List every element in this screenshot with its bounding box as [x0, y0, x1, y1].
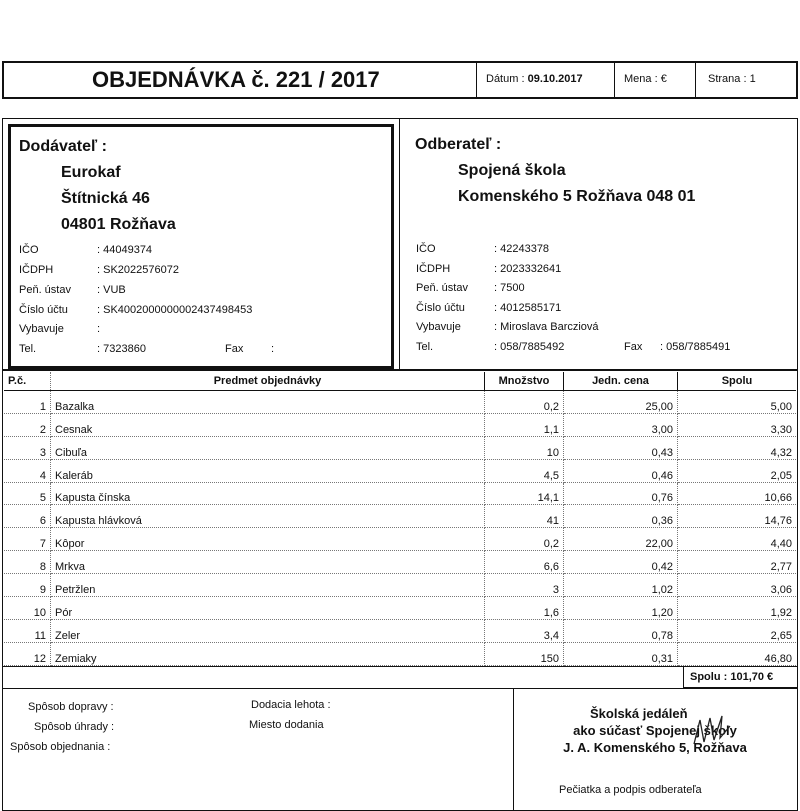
stamp-line-2: ako súčasť Spojenej školy [573, 723, 737, 738]
row-item: Zeler [51, 619, 485, 642]
customer-field-ico [416, 243, 549, 255]
row-index: 3 [4, 436, 51, 459]
supplier-field-bank [19, 284, 126, 296]
row-item: Pór [51, 597, 485, 620]
row-unit-price: 1,02 [564, 574, 678, 597]
table-row [4, 391, 796, 414]
row-item: Cesnak [51, 413, 485, 436]
row-unit-price: 0,46 [564, 459, 678, 482]
supplier-city: 04801 Rožňava [61, 216, 176, 233]
table-header-row [4, 372, 796, 391]
row-qty: 1,1 [485, 413, 564, 436]
field-value: : 7500 [494, 282, 525, 294]
row-item: Kapusta čínska [51, 482, 485, 505]
table-row [4, 413, 796, 436]
customer-field-bank [416, 282, 525, 294]
field-label: Peň. ústav [416, 282, 468, 294]
field-label: IČO [19, 244, 39, 256]
header-divider-2 [614, 62, 615, 98]
table-row [4, 528, 796, 551]
school-stamp [530, 705, 780, 756]
date-label: Dátum : [486, 73, 525, 85]
total-top-rule [2, 666, 798, 667]
row-item: Zemiaky [51, 642, 485, 665]
row-total: 5,00 [678, 391, 797, 414]
row-qty: 14,1 [485, 482, 564, 505]
row-total: 3,30 [678, 413, 797, 436]
row-total: 3,06 [678, 574, 797, 597]
field-value: : SK2022576072 [97, 264, 179, 276]
payment-label: Spôsob úhrady : [34, 721, 115, 733]
row-unit-price: 0,78 [564, 619, 678, 642]
row-qty: 41 [485, 505, 564, 528]
stamp-line-1: Školská jedáleň [590, 706, 688, 721]
field-value: : SK4002000000002437498453 [97, 304, 253, 316]
customer-address: Komenského 5 Rožňava 048 01 [458, 188, 696, 205]
currency-label: Mena : [624, 73, 658, 85]
field-label: IČO [416, 243, 436, 255]
row-unit-price: 3,00 [564, 413, 678, 436]
row-unit-price: 0,31 [564, 642, 678, 665]
customer-field-tel [416, 341, 730, 353]
field-label: Peň. ústav [19, 284, 71, 296]
field-label: Číslo účtu [19, 304, 68, 316]
row-qty: 10 [485, 436, 564, 459]
row-total: 46,80 [678, 642, 797, 665]
table-row [4, 505, 796, 528]
tel-label: Tel. [416, 341, 434, 353]
currency-field [624, 73, 667, 85]
supplier-name: Eurokaf [61, 164, 121, 181]
customer-field-account [416, 302, 561, 314]
row-unit-price: 0,36 [564, 505, 678, 528]
row-qty: 6,6 [485, 551, 564, 574]
tel-label: Tel. [19, 343, 37, 355]
table-row [4, 642, 796, 665]
supplier-field-ico [19, 244, 152, 256]
order-title: OBJEDNÁVKA č. 221 / 2017 [92, 67, 380, 92]
col-header-item: Predmet objednávky [51, 372, 485, 391]
col-header-unit-price: Jedn. cena [564, 372, 678, 391]
tel-value: : 7323860 [97, 343, 146, 355]
table-row [4, 436, 796, 459]
row-index: 2 [4, 413, 51, 436]
row-qty: 1,6 [485, 597, 564, 620]
field-value: : Miroslava Barcziová [494, 321, 599, 333]
table-top-rule [2, 369, 798, 371]
order-total [690, 671, 773, 683]
page-label: Strana : [708, 73, 747, 85]
customer-heading: Odberateľ : [415, 136, 502, 153]
row-item: Kaleráb [51, 459, 485, 482]
stamp-line-3: J. A. Komenského 5, Rožňava [563, 740, 747, 755]
supplier-field-account [19, 304, 252, 316]
transport-label: Spôsob dopravy : [28, 701, 114, 713]
supplier-field-handler [19, 323, 100, 335]
header-divider-1 [476, 62, 477, 98]
row-total: 14,76 [678, 505, 797, 528]
field-label: Vybavuje [19, 323, 64, 335]
row-qty: 4,5 [485, 459, 564, 482]
row-item: Bazalka [51, 391, 485, 414]
row-qty: 3 [485, 574, 564, 597]
row-unit-price: 25,00 [564, 391, 678, 414]
field-value: : [97, 323, 101, 335]
fax-value: : [271, 343, 275, 355]
row-index: 11 [4, 619, 51, 642]
row-item: Cibuľa [51, 436, 485, 459]
row-unit-price: 0,42 [564, 551, 678, 574]
supplier-field-icdph [19, 264, 179, 276]
row-qty: 3,4 [485, 619, 564, 642]
row-unit-price: 0,43 [564, 436, 678, 459]
items-table [4, 372, 796, 666]
row-unit-price: 1,20 [564, 597, 678, 620]
delivery-term-label: Dodacia lehota : [251, 699, 331, 711]
field-label: IČDPH [416, 263, 451, 275]
row-item: Petržlen [51, 574, 485, 597]
row-total: 2,05 [678, 459, 797, 482]
field-value: : 42243378 [494, 243, 550, 255]
field-label: IČDPH [19, 264, 54, 276]
supplier-street: Štítnická 46 [61, 190, 150, 207]
fax-value: : 058/7885491 [660, 341, 731, 353]
field-label: Vybavuje [416, 321, 461, 333]
row-item: Kapusta hlávková [51, 505, 485, 528]
customer-name: Spojená škola [458, 162, 566, 179]
tel-value: : 058/7885492 [494, 341, 565, 353]
col-header-qty: Množstvo [485, 372, 564, 391]
page-value: 1 [749, 73, 756, 85]
delivery-place-label: Miesto dodania [249, 719, 324, 731]
page-field [708, 73, 756, 85]
row-qty: 0,2 [485, 528, 564, 551]
row-index: 12 [4, 642, 51, 665]
row-index: 9 [4, 574, 51, 597]
field-label: Číslo účtu [416, 302, 465, 314]
row-item: Kôpor [51, 528, 485, 551]
currency-value: € [660, 73, 667, 85]
date-value: 09.10.2017 [527, 73, 583, 85]
table-row [4, 459, 796, 482]
table-row [4, 482, 796, 505]
row-qty: 150 [485, 642, 564, 665]
customer-divider [399, 119, 400, 369]
supplier-field-tel [19, 343, 274, 355]
field-value: : VUB [97, 284, 126, 296]
customer-field-handler [416, 321, 599, 333]
field-value: : 4012585171 [494, 302, 562, 314]
table-row [4, 597, 796, 620]
row-index: 5 [4, 482, 51, 505]
row-total: 4,40 [678, 528, 797, 551]
row-total: 2,77 [678, 551, 797, 574]
supplier-heading: Dodávateľ : [19, 138, 107, 155]
row-qty: 0,2 [485, 391, 564, 414]
row-total: 2,65 [678, 619, 797, 642]
table-row [4, 574, 796, 597]
row-index: 1 [4, 391, 51, 414]
row-total: 1,92 [678, 597, 797, 620]
table-row [4, 551, 796, 574]
col-header-index: P.č. [4, 372, 51, 391]
fax-label: Fax [624, 341, 643, 353]
signature-divider [513, 688, 514, 811]
customer-field-icdph [416, 263, 561, 275]
order-method-label: Spôsob objednania : [10, 741, 111, 753]
field-value: : 2023332641 [494, 263, 562, 275]
handwritten-signature [690, 712, 738, 752]
table-row [4, 619, 796, 642]
row-total: 10,66 [678, 482, 797, 505]
total-label: Spolu : [690, 671, 728, 683]
row-index: 4 [4, 459, 51, 482]
row-total: 4,32 [678, 436, 797, 459]
fax-label: Fax [225, 343, 244, 355]
total-value: 101,70 € [730, 671, 774, 683]
col-header-total: Spolu [678, 372, 797, 391]
row-index: 6 [4, 505, 51, 528]
date-field [486, 73, 583, 85]
row-unit-price: 0,76 [564, 482, 678, 505]
header-divider-3 [695, 62, 696, 98]
row-index: 8 [4, 551, 51, 574]
row-index: 10 [4, 597, 51, 620]
field-value: : 44049374 [97, 244, 153, 256]
table-body [4, 391, 796, 666]
signature-caption: Pečiatka a podpis odberateľa [559, 784, 702, 796]
row-index: 7 [4, 528, 51, 551]
footer-top-rule [2, 688, 798, 689]
row-unit-price: 22,00 [564, 528, 678, 551]
row-item: Mrkva [51, 551, 485, 574]
